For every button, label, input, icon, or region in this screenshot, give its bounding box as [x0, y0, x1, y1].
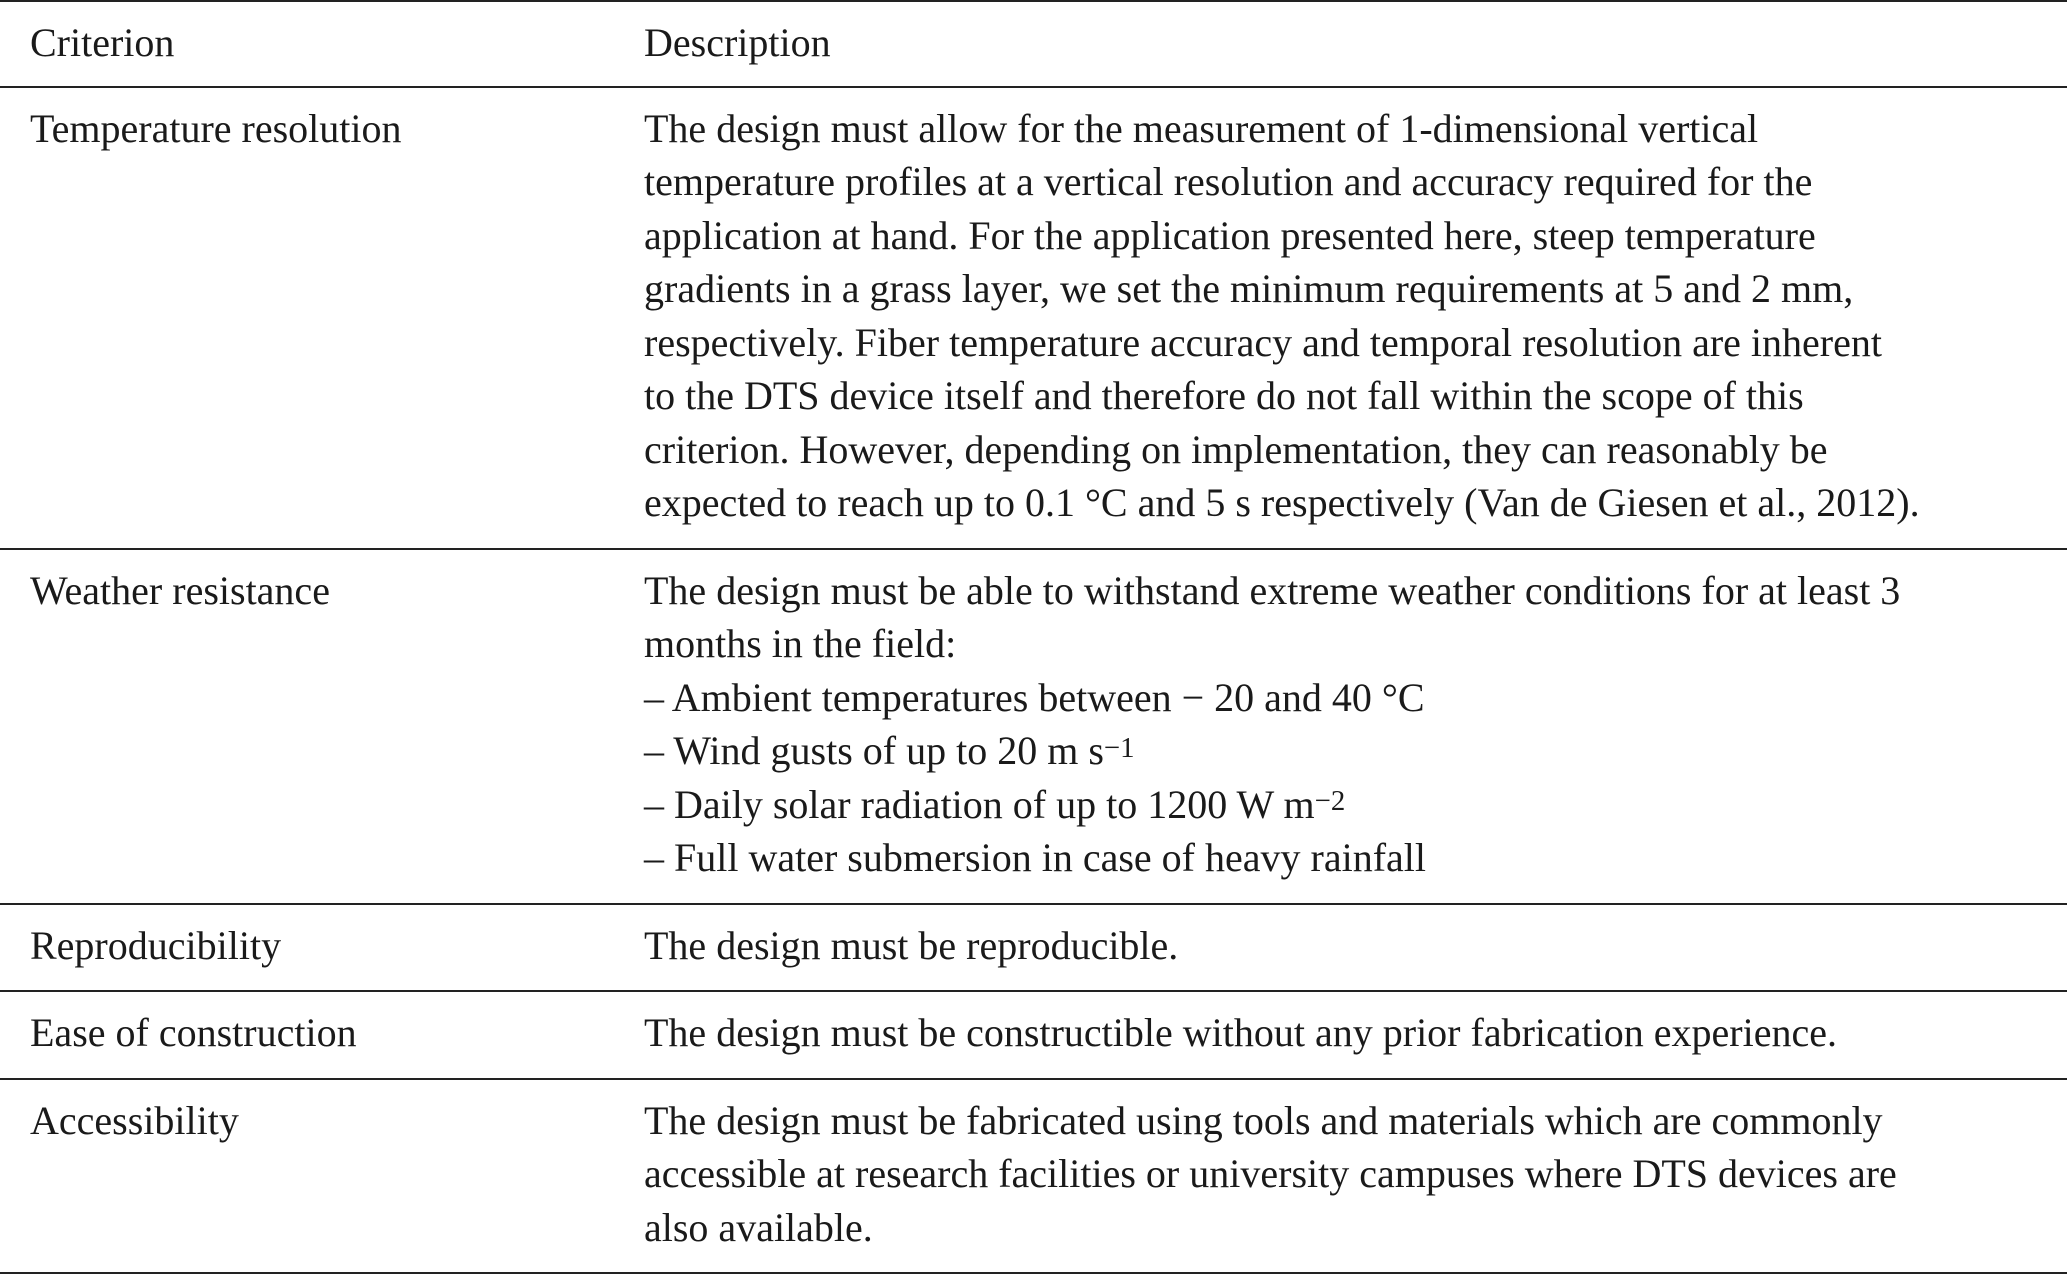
- description-line: expected to reach up to 0.1 °C and 5 s respectively (Van de Giesen et al., 2012).: [644, 480, 1920, 525]
- description-line: gradients in a grass layer, we set the minimum requirements at 5 and 2 mm,: [644, 266, 1854, 311]
- criterion-cell: Accessibility: [30, 1097, 239, 1143]
- criterion-cell: Weather resistance: [30, 567, 330, 613]
- wind-gusts-text: – Wind gusts of up to 20 m s: [644, 728, 1104, 773]
- description-line: The design must be fabricated using tools and materials which are commonly: [644, 1097, 1883, 1143]
- criterion-cell: Temperature resolution: [30, 105, 402, 151]
- description-line: – Ambient temperatures between − 20 and 40 °C: [644, 674, 1425, 720]
- description-cell: [644, 904, 2067, 992]
- criterion-cell: Reproducibility: [30, 922, 282, 968]
- table-row-accessibility: [0, 1079, 2067, 1274]
- description-cell: [644, 549, 2067, 904]
- description-line: to the DTS device itself and therefore do not fall within the scope of this: [644, 373, 1804, 418]
- solar-radiation-text: – Daily solar radiation of up to 1200 W m: [644, 781, 1315, 827]
- description-cell: [644, 87, 2067, 549]
- description-line: criterion. However, depending on implementation, they can reasonably be: [644, 426, 1828, 472]
- header-criterion: Criterion: [30, 20, 175, 65]
- table-row-temperature-resolution: [0, 87, 2067, 549]
- description-line: accessible at research facilities or university campuses where DTS devices are: [644, 1151, 1897, 1196]
- description-line: temperature profiles at a vertical resolution and accuracy required for the: [644, 159, 1813, 204]
- description-line: – Full water submersion in case of heavy rainfall: [644, 835, 1426, 880]
- description-line: application at hand. For the application presented here, steep temperature: [644, 212, 1816, 258]
- description-cell: [644, 991, 2067, 1079]
- table-row-weather-resistance: [0, 549, 2067, 904]
- wind-gusts-line: [644, 724, 2047, 778]
- table-header-row: [0, 1, 2067, 87]
- solar-radiation-line: [644, 778, 2047, 832]
- header-description: Description: [644, 20, 831, 65]
- table-row-ease-of-construction: [0, 991, 2067, 1079]
- table-row-reproducibility: [0, 904, 2067, 992]
- description-line: also available.: [644, 1204, 873, 1250]
- solar-radiation-exponent: −2: [1314, 785, 1346, 818]
- criterion-cell: Ease of construction: [30, 1010, 357, 1055]
- description-line: The design must be constructible without any prior fabrication experience.: [644, 1010, 1837, 1055]
- description-line: The design must be able to withstand extreme weather conditions for at least 3: [644, 567, 1901, 613]
- description-line: months in the field:: [644, 621, 957, 666]
- description-line: respectively. Fiber temperature accuracy and temporal resolution are inherent: [644, 319, 1882, 365]
- wind-gusts-exponent: −1: [1103, 731, 1135, 764]
- description-line: The design must be reproducible.: [644, 922, 1179, 968]
- description-line: The design must allow for the measurement of 1-dimensional vertical: [644, 105, 1759, 151]
- description-cell: [644, 1079, 2067, 1274]
